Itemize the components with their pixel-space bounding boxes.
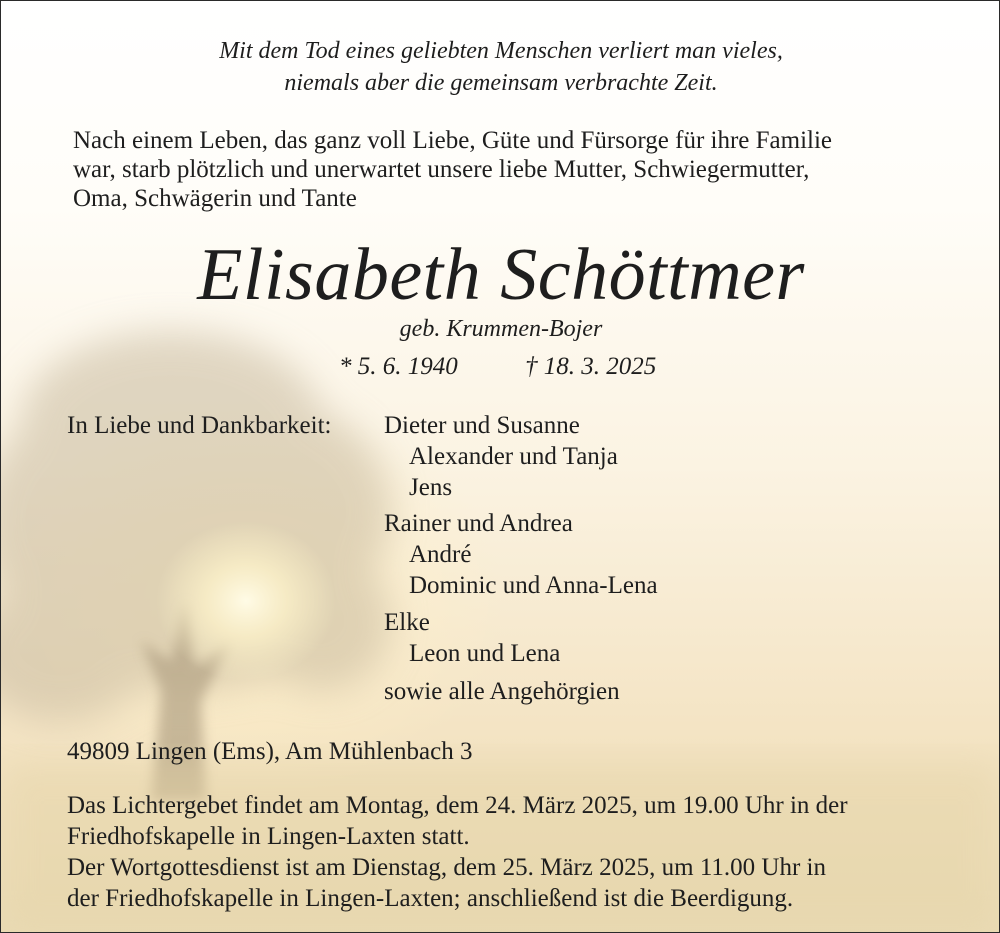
mourners-heading: In Liebe und Dankbarkeit: [67,412,332,439]
mourner-child: André [409,541,472,568]
mourner-parent: Elke [384,609,430,636]
deceased-name: Elisabeth Schöttmer [197,234,805,316]
service-line-1: Das Lichtergebet findet am Montag, dem 24. März 2025, um 19.00 Uhr in der [67,792,848,819]
born-name: geb. Krummen-Bojer [399,316,603,342]
address: 49809 Lingen (Ems), Am Mühlenbach 3 [67,738,473,765]
death-date: † 18. 3. 2025 [525,353,657,380]
mourner-child: Leon und Lena [409,640,561,667]
mourner-child: Alexander und Tanja [409,443,618,470]
sun-glow [156,521,336,681]
quote-line-1: Mit dem Tod eines geliebten Menschen verliert man vieles, [219,38,783,64]
quote-line-2: niemals aber die gemeinsam verbrachte Zeit. [284,70,718,96]
service-line-3: Der Wortgottesdienst ist am Dienstag, dem 25. März 2025, um 11.00 Uhr in [67,854,826,881]
mourner-child: Dominic und Anna-Lena [409,572,658,599]
mourner-parent: Rainer und Andrea [384,510,573,537]
mourner-child: Jens [409,474,453,501]
intro-line-3: Oma, Schwägerin und Tante [73,185,357,212]
intro-line-1: Nach einem Leben, das ganz voll Liebe, Güte und Fürsorge für ihre Familie [73,127,833,154]
mourners-closing: sowie alle Angehörgien [384,678,620,705]
intro-line-2: war, starb plötzlich und unerwartet unsere liebe Mutter, Schwiegermutter, [73,156,810,183]
birth-date: * 5. 6. 1940 [339,353,458,380]
mourner-parent: Dieter und Susanne [384,412,580,439]
service-line-4: der Friedhofskapelle in Lingen-Laxten; anschließend ist die Beerdigung. [67,885,794,912]
service-line-2: Friedhofskapelle in Lingen-Laxten statt. [67,823,470,850]
